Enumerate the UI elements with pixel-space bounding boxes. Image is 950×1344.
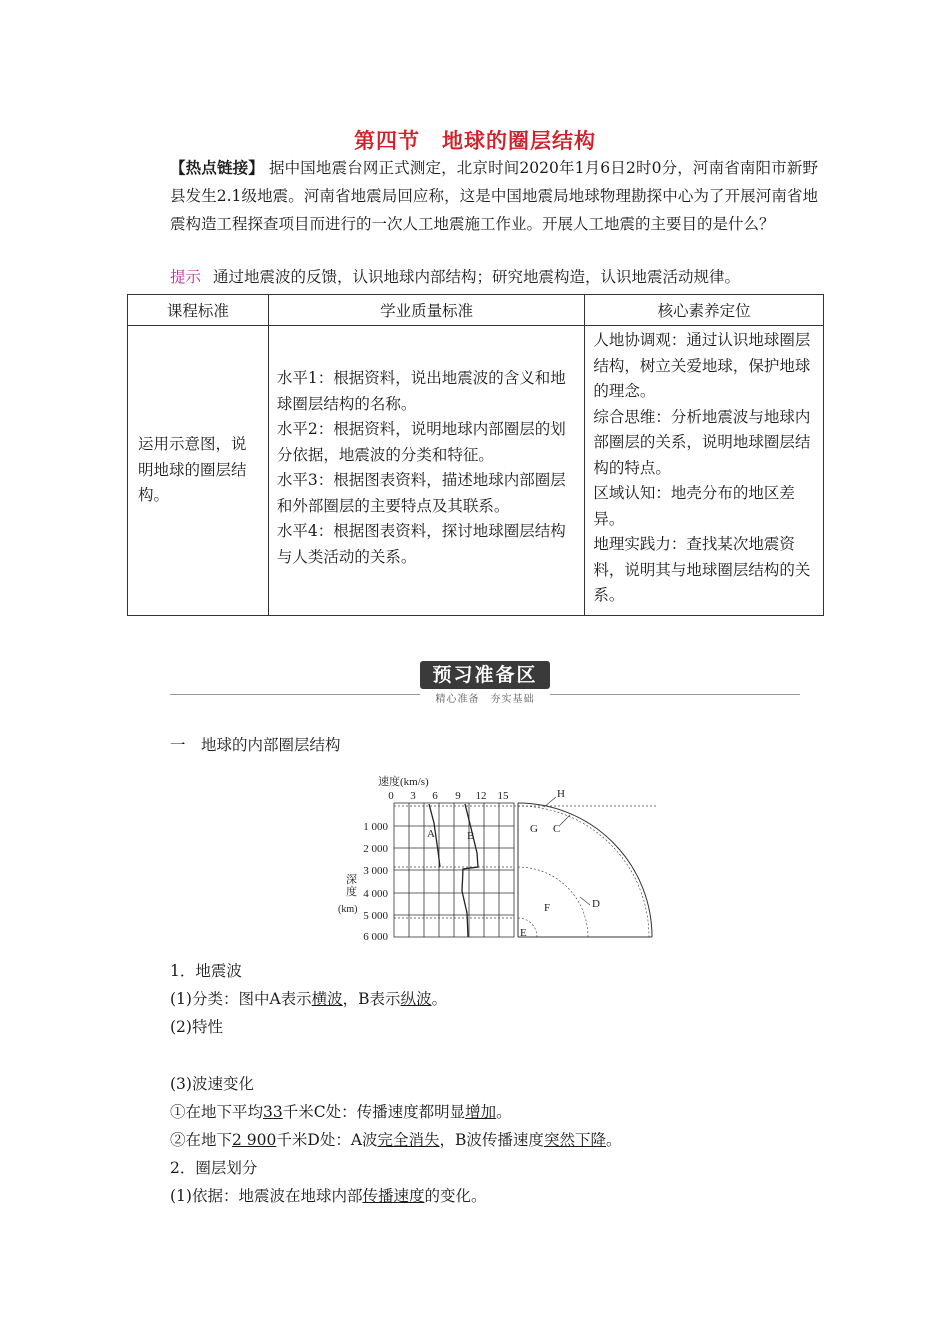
- label-f: F: [544, 902, 551, 914]
- point-d-line: [170, 1126, 621, 1154]
- label-c: C: [553, 823, 561, 835]
- answer-increase: 增加: [465, 1102, 497, 1121]
- depth-tick: 2 000: [363, 843, 388, 855]
- speed-change-line: (3)波速变化: [170, 1074, 254, 1093]
- quality-level-2: 水平2：根据资料，说明地球内部圈层的划分依据，地震波的分类和特征。: [276, 420, 566, 464]
- basis-line: [170, 1182, 621, 1210]
- earth-quarter-section: [518, 797, 652, 937]
- text-segment: ②在地下: [170, 1131, 233, 1150]
- answer-longitudinal: 纵波: [400, 990, 432, 1009]
- banner-title: 预习准备区: [420, 661, 550, 689]
- speed-tick: 3: [410, 790, 416, 802]
- standards-table: [127, 294, 824, 616]
- heading-layer-division: 2．圈层划分: [170, 1159, 258, 1178]
- banner-subtitle: 精心准备 夯实基础: [420, 690, 550, 705]
- text-segment: (1)分类：图中A表示: [170, 990, 312, 1009]
- text-segment: 的变化。: [424, 1187, 487, 1206]
- course-standard-text: 运用示意图，说明地球的圈层结构。: [138, 435, 247, 504]
- core-item-3: 区域认知：地壳分布的地区差异。: [593, 484, 795, 528]
- blank-space: [170, 1042, 621, 1070]
- label-g: G: [530, 823, 538, 835]
- text-segment: 。: [496, 1102, 512, 1121]
- quality-level-1: 水平1：根据资料，说出地震波的含义和地球圈层结构的名称。: [276, 369, 566, 413]
- table-header-quality: 学业质量标准: [268, 295, 585, 326]
- table-row: [128, 326, 824, 616]
- depth-tick: 3 000: [363, 865, 388, 877]
- label-e: E: [520, 927, 527, 939]
- label-h: H: [557, 788, 565, 800]
- core-item-4: 地理实践力：查找某次地震资料，说明其与地球圈层结构的关系。: [593, 535, 811, 604]
- answer-propagation-speed: 传播速度: [362, 1187, 425, 1206]
- answer-depth-2900: 2 900: [232, 1131, 277, 1150]
- hint-text: 通过地震波的反馈，认识地球内部结构；研究地震构造，认识地震活动规律。: [213, 268, 741, 286]
- speed-tick: 6: [432, 790, 438, 802]
- text-segment: (1)依据：地震波在地球内部: [170, 1187, 363, 1206]
- depth-label-1: 深: [346, 874, 357, 886]
- section-banner: [170, 661, 800, 705]
- hint-line: [170, 265, 740, 289]
- table-header-core: 核心素养定位: [585, 295, 824, 326]
- speed-axis-label: 速度(km/s): [378, 776, 429, 788]
- table-header-course: 课程标准: [128, 295, 269, 326]
- text-segment: ①在地下平均: [170, 1102, 264, 1121]
- core-item-1: 人地协调观：通过认识地球圈层结构，树立关爱地球，保护地球的理念。: [593, 331, 811, 400]
- point-c-line: [170, 1098, 621, 1126]
- depth-unit: (km): [338, 904, 358, 915]
- speed-tick: 15: [497, 790, 509, 802]
- answer-depth-33: 33: [263, 1102, 283, 1121]
- label-b: B: [467, 830, 475, 842]
- answer-transverse: 横波: [311, 990, 343, 1009]
- seismic-wave-figure: [338, 773, 668, 947]
- core-literacy-cell: [585, 326, 824, 616]
- course-standard-cell: [128, 326, 269, 616]
- depth-tick: 6 000: [363, 931, 388, 943]
- text-segment: ，B波传播速度: [439, 1131, 544, 1150]
- depth-label-2: 度: [346, 886, 357, 898]
- depth-tick: 5 000: [363, 910, 388, 922]
- text-segment: 千米C处：传播速度都明显: [282, 1102, 466, 1121]
- answer-disappear: 完全消失: [377, 1131, 440, 1150]
- hot-link-paragraph: [170, 154, 818, 238]
- depth-tick: 1 000: [363, 821, 388, 833]
- content-body: [170, 957, 621, 1211]
- text-segment: 千米D处：A波: [276, 1131, 378, 1150]
- heading-seismic-waves: 1．地震波: [170, 962, 242, 980]
- depth-tick: 4 000: [363, 888, 388, 900]
- text-segment: ，B表示: [342, 990, 401, 1009]
- classification-line: [170, 985, 621, 1013]
- speed-tick: 9: [455, 790, 461, 802]
- label-a: A: [427, 828, 435, 840]
- characteristics-line: (2)特性: [170, 1018, 223, 1037]
- hot-link-text: 据中国地震台网正式测定，北京时间2020年1月6日2时0分，河南省南阳市新野县发生2.1级地震。河南省地震局回应称，这是中国地震局地球物理勘探中心为了开展河南省地震构造工程探查项目而进行的一次人工地震施工作业。开展人工地震的主要目的是什么？: [170, 159, 818, 233]
- label-d: D: [592, 898, 600, 910]
- page-title: 第四节 地球的圈层结构: [354, 129, 596, 153]
- table-header-row: [128, 295, 824, 326]
- quality-level-4: 水平4：根据图表资料，探讨地球圈层结构与人类活动的关系。: [276, 522, 566, 566]
- hint-label: 提示: [170, 268, 202, 286]
- core-item-2: 综合思维：分析地震波与地球内部圈层的关系，说明地球圈层结构的特点。: [593, 407, 811, 477]
- p-wave-curve: [462, 804, 478, 937]
- quality-standard-cell: [268, 326, 585, 616]
- section-heading: 一 地球的内部圈层结构: [170, 736, 341, 754]
- hot-link-label: 【热点链接】: [170, 158, 264, 177]
- answer-sudden-drop: 突然下降: [543, 1131, 606, 1150]
- speed-tick: 12: [475, 790, 487, 802]
- text-segment: 。: [431, 990, 448, 1009]
- text-segment: 。: [605, 1131, 622, 1150]
- speed-tick: 0: [388, 790, 394, 802]
- quality-level-3: 水平3：根据图表资料，描述地球内部圈层和外部圈层的主要特点及其联系。: [276, 471, 566, 515]
- speed-depth-grid: [394, 803, 514, 937]
